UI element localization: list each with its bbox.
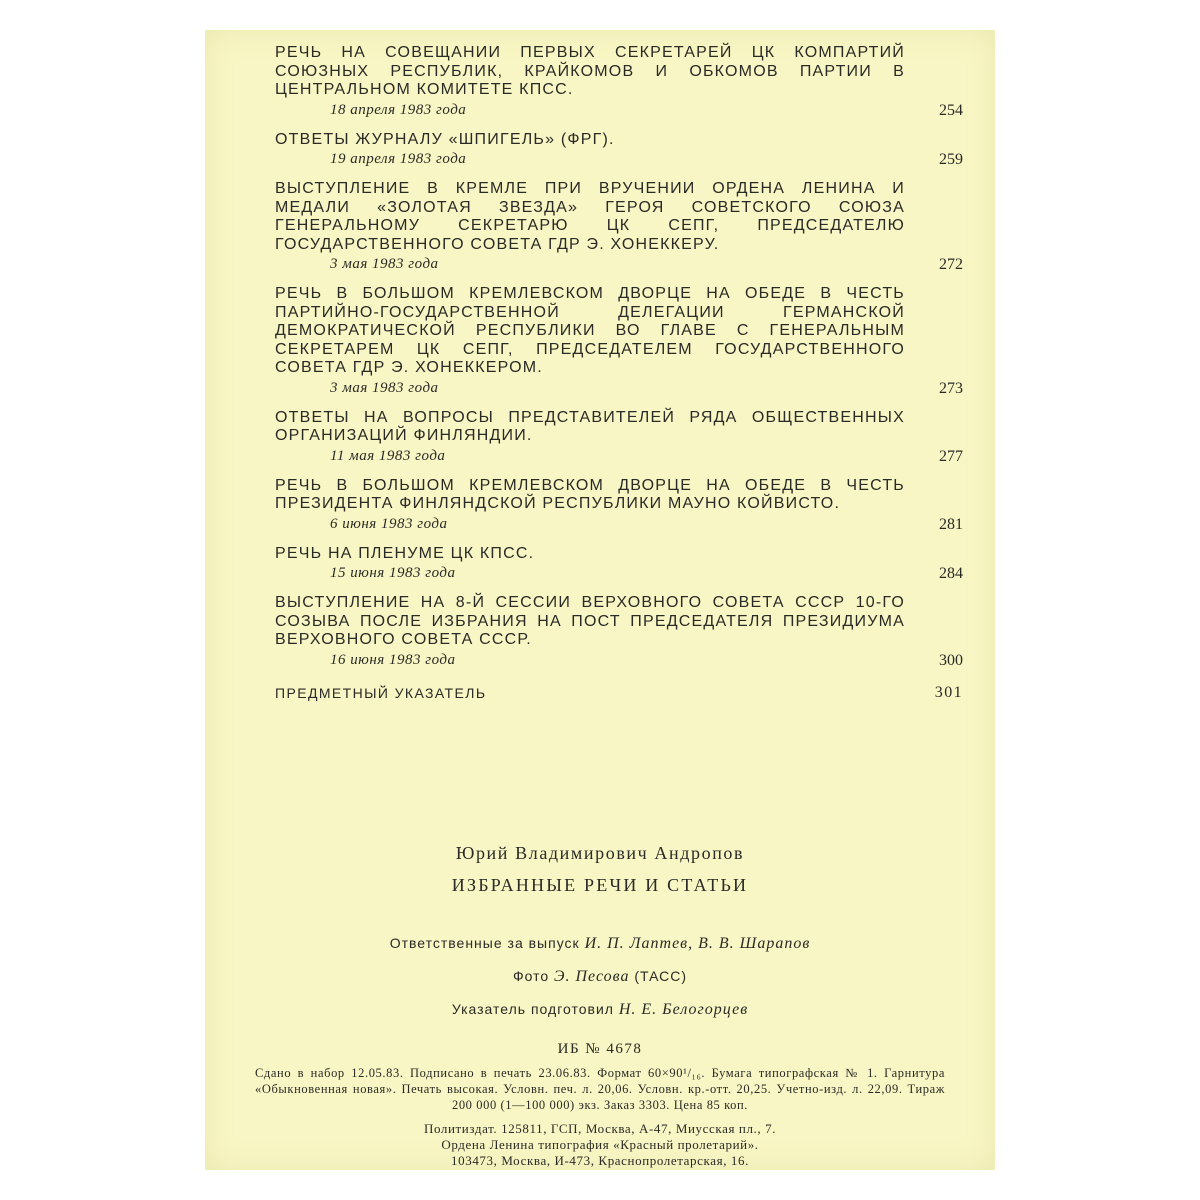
toc-entry: [275, 44, 963, 121]
responsible-label: Ответственные за выпуск: [389, 935, 580, 951]
book-title: ИЗБРАННЫЕ РЕЧИ И СТАТЬИ: [451, 875, 749, 895]
toc-entry-page: 273: [939, 379, 963, 397]
toc-entry: [275, 545, 963, 585]
toc-index-page: 301: [934, 683, 963, 701]
colophon: [205, 840, 995, 1169]
author-name: Юрий Владимирович Андропов: [455, 843, 745, 863]
toc-entry-title: РЕЧЬ В БОЛЬШОМ КРЕМЛЕВСКОМ ДВОРЦЕ НА ОБЕДЕ В ЧЕСТЬ ПРЕЗИДЕНТА ФИНЛЯНДСКОЙ РЕСПУБЛИКИ МАУНО КОЙВИСТО.: [275, 476, 905, 512]
toc-entry-meta: [275, 446, 963, 467]
toc-entry-page: 259: [939, 151, 963, 168]
print-details: Сдано в набор 12.05.83. Подписано в печать 23.06.83. Формат 60×90¹/₁₆. Бумага типографская № 1. Гарнитура «Обыкновенная новая». Печать высокая. Условн. печ. л. 20,06. Условн. кр.-отт. 20,25. Учетно-изд. л. 22,09. Тираж 200 000 (1—100 000) экз. Заказ 3303. Цена 85 коп.: [255, 1066, 945, 1112]
toc-entry: [275, 285, 963, 399]
responsible-names: И. П. Лаптев, В. В. Шарапов: [584, 935, 811, 952]
toc-entry: [275, 131, 963, 171]
toc-entry-date: 18 апреля 1983 года: [330, 101, 467, 118]
toc-entry-date: 3 мая 1983 года: [330, 379, 439, 396]
toc-entry: [275, 594, 963, 671]
toc-entry-title: РЕЧЬ НА СОВЕЩАНИИ ПЕРВЫХ СЕКРЕТАРЕЙ ЦК КОМПАРТИЙ СОЮЗНЫХ РЕСПУБЛИК, КРАЙКОМОВ И ОБКОМОВ ПАРТИИ В ЦЕНТРАЛЬНОМ КОМИТЕТЕ КПСС.: [275, 44, 905, 98]
ib-number: ИБ № 4678: [557, 1041, 643, 1057]
toc-entry-page: 281: [939, 515, 963, 533]
toc-entry-page: 277: [939, 447, 963, 465]
toc-entry-meta: [275, 149, 963, 170]
toc-entry-meta: [275, 514, 963, 535]
toc-entry-page: 272: [939, 256, 963, 273]
photo-name: Э. Песова: [554, 968, 630, 985]
toc-entry-meta: [275, 254, 963, 275]
toc-entry-meta: [275, 378, 963, 399]
toc-entry-title: ОТВЕТЫ ЖУРНАЛУ «ШПИГЕЛЬ» (ФРГ).: [275, 130, 615, 148]
printing-house-address: 103473, Москва, И-473, Краснопролетарская, 16.: [451, 1153, 749, 1168]
toc-index-title: ПРЕДМЕТНЫЙ УКАЗАТЕЛЬ: [275, 684, 487, 701]
toc-entry-date: 15 июня 1983 года: [330, 565, 456, 581]
toc-entry: [275, 180, 963, 275]
toc-entry-date: 3 мая 1983 года: [330, 256, 439, 272]
table-of-contents: [275, 44, 963, 703]
toc-entry-meta: [275, 650, 963, 671]
printing-house-line: Ордена Ленина типография «Красный пролетарий».: [441, 1137, 759, 1152]
toc-entry-meta: [275, 563, 963, 584]
toc-entry: [275, 409, 963, 467]
toc-entry-date: 19 апреля 1983 года: [330, 151, 467, 167]
toc-entry-date: 6 июня 1983 года: [330, 515, 448, 532]
photo-agency: (ТАСС): [634, 968, 688, 984]
document-page: [205, 30, 995, 1170]
index-label: Указатель подготовил: [451, 1001, 614, 1017]
toc-entry-date: 16 июня 1983 года: [330, 651, 456, 668]
index-credit: [205, 998, 995, 1021]
toc-entry-page: 254: [939, 101, 963, 119]
photo-credit: [205, 965, 995, 988]
toc-entry-title: РЕЧЬ В БОЛЬШОМ КРЕМЛЕВСКОМ ДВОРЦЕ НА ОБЕДЕ В ЧЕСТЬ ПАРТИЙНО-ГОСУДАРСТВЕННОЙ ДЕЛЕГАЦИИ ГЕРМАНСКОЙ ДЕМОКРАТИЧЕСКОЙ РЕСПУБЛИКИ ВО ГЛАВЕ С ГЕНЕРАЛЬНЫМ СЕКРЕТАРЕМ ЦК СЕПГ, ПРЕДСЕДАТЕЛЕМ ГОСУДАРСТВЕННОГО СОВЕТА ГДР Э. ХОНЕККЕРОМ.: [275, 285, 905, 376]
toc-entry-meta: [275, 100, 963, 121]
toc-entry-title: ОТВЕТЫ НА ВОПРОСЫ ПРЕДСТАВИТЕЛЕЙ РЯДА ОБЩЕСТВЕННЫХ ОРГАНИЗАЦИЙ ФИНЛЯНДИИ.: [275, 408, 905, 444]
photo-label: Фото: [512, 968, 550, 984]
publisher-line: Политиздат. 125811, ГСП, Москва, А-47, Миусская пл., 7.: [423, 1121, 777, 1136]
toc-subject-index: [275, 683, 963, 703]
toc-entry-title: ВЫСТУПЛЕНИЕ В КРЕМЛЕ ПРИ ВРУЧЕНИИ ОРДЕНА ЛЕНИНА И МЕДАЛИ «ЗОЛОТАЯ ЗВЕЗДА» ГЕРОЯ СОВЕТСКОГО СОЮЗА ГЕНЕРАЛЬНОМУ СЕКРЕТАРЮ ЦК СЕПГ, ПРЕДСЕДАТЕЛЮ ГОСУДАРСТВЕННОГО СОВЕТА ГДР Э. ХОНЕККЕРУ.: [275, 180, 905, 253]
toc-entry-title: ВЫСТУПЛЕНИЕ НА 8-Й СЕССИИ ВЕРХОВНОГО СОВЕТА СССР 10-ГО СОЗЫВА ПОСЛЕ ИЗБРАНИЯ НА ПОСТ ПРЕДСЕДАТЕЛЯ ПРЕЗИДИУМА ВЕРХОВНОГО СОВЕТА СССР.: [275, 594, 905, 648]
responsible-editors: [205, 932, 995, 955]
toc-entry-page: 284: [939, 565, 963, 582]
toc-entry: [275, 477, 963, 535]
index-name: Н. Е. Белогорцев: [618, 1001, 749, 1018]
toc-entry-date: 11 мая 1983 года: [330, 447, 446, 464]
toc-entry-page: 300: [939, 651, 963, 669]
publisher-info: [205, 1121, 995, 1169]
toc-entry-title: РЕЧЬ НА ПЛЕНУМЕ ЦК КПСС.: [275, 544, 535, 562]
